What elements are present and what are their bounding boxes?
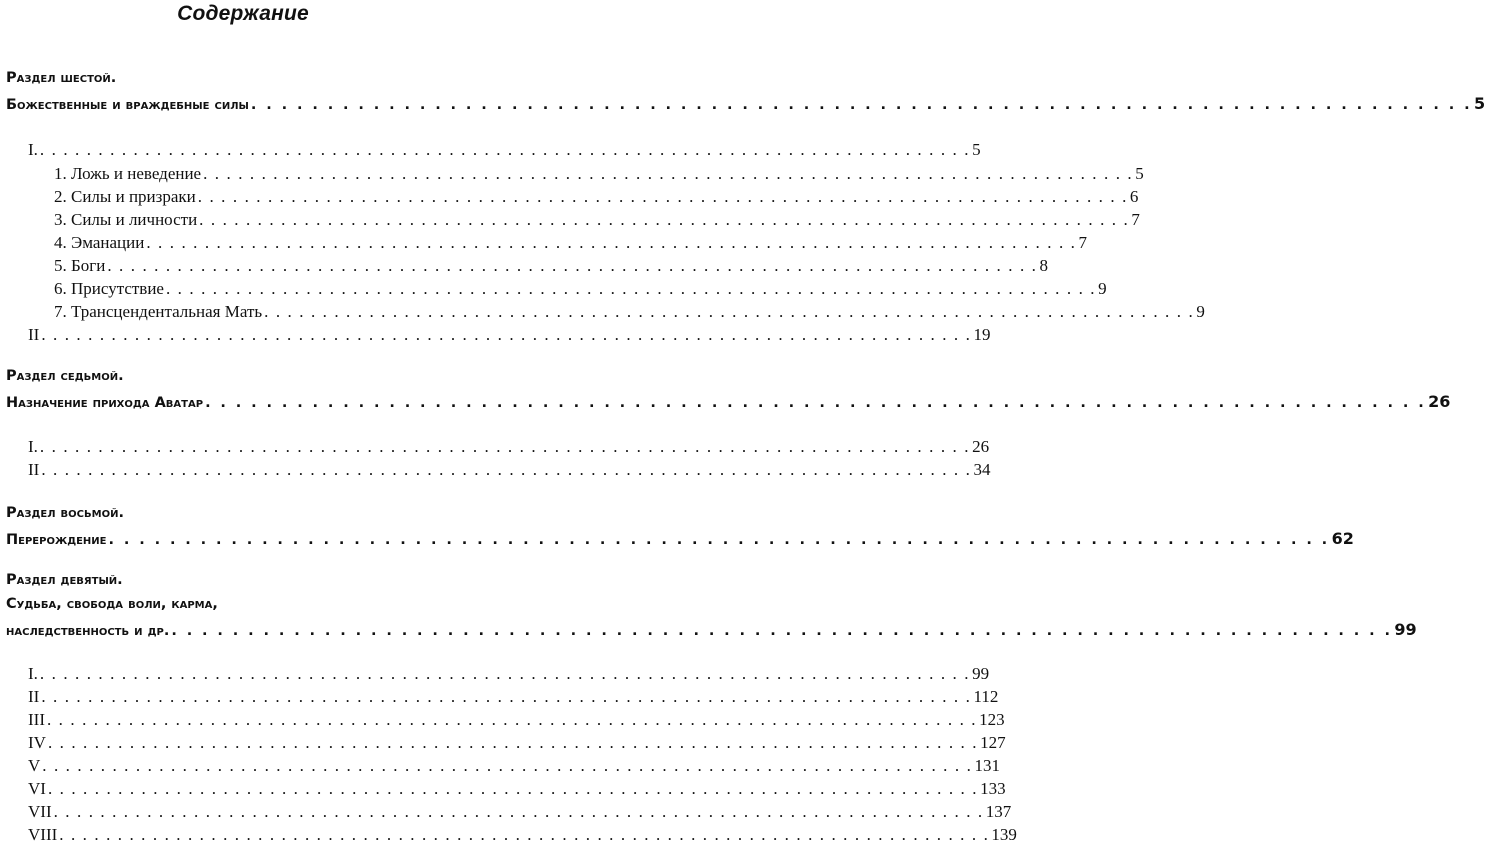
dot-leader: . . . . . . . . . . . . . . . . . . . . . . . . . . . . . . . . . . . . . . . . . . . . . . . . . . . . . . . . . . . . . . . . . . . . . . . . . . . . . . . . [47, 733, 979, 752]
toc-entry-label: 3. Силы и личности [54, 210, 198, 229]
dot-leader: . . . . . . . . . . . . . . . . . . . . . . . . . . . . . . . . . . . . . . . . . . . . . . . . . . . . . . . . . . . . . . . . . . . . . . . . . . . . . . . . [108, 532, 1330, 548]
toc-entry-label: Назначение прихода Аватар [6, 395, 204, 411]
toc-entry-row [28, 733, 1006, 753]
toc-page-number: 9 [1196, 302, 1205, 321]
dot-leader: . . . . . . . . . . . . . . . . . . . . . . . . . . . . . . . . . . . . . . . . . . . . . . . . . . . . . . . . . . . . . . . . . . . . . . . . . . . . . . . . [203, 164, 1134, 183]
dot-leader: . . . . . . . . . . . . . . . . . . . . . . . . . . . . . . . . . . . . . . . . . . . . . . . . . . . . . . . . . . . . . . . . . . . . . . . . . . . . . . . . [146, 233, 1077, 252]
toc-page-number: 139 [991, 825, 1017, 844]
toc-page-number: 112 [973, 687, 999, 706]
toc-page-number: 133 [980, 779, 1006, 798]
toc-entry-label: 4. Эманации [54, 233, 145, 252]
toc-page-number: 127 [980, 733, 1006, 752]
section-heading: Раздел шестой. [6, 70, 117, 86]
toc-entry-row [54, 187, 1139, 207]
toc-page-number: 26 [1428, 392, 1451, 411]
toc-entry-label: I. [28, 664, 38, 683]
toc-entry-label: I. [28, 437, 38, 456]
dot-leader: . . . . . . . . . . . . . . . . . . . . . . . . . . . . . . . . . . . . . . . . . . . . . . . . . . . . . . . . . . . . . . . . . . . . . . . . . . . . . . . . [59, 825, 990, 844]
toc-entry-label: IV [28, 733, 46, 752]
toc-entry-row [54, 302, 1205, 322]
toc-entry-row [54, 279, 1107, 299]
dot-leader: . . . . . . . . . . . . . . . . . . . . . . . . . . . . . . . . . . . . . . . . . . . . . . . . . . . . . . . . . . . . . . . . . . . . . . . . . . . . . . . . [199, 210, 1130, 229]
toc-entry-label: II [28, 687, 40, 706]
page-title: Содержание [177, 2, 309, 25]
toc-entry-row [28, 802, 1012, 822]
toc-entry-label: Божественные и враждебные силы [6, 97, 249, 113]
toc-entry-row [28, 664, 990, 684]
dot-leader: . . . . . . . . . . . . . . . . . . . . . . . . . . . . . . . . . . . . . . . . . . . . . . . . . . . . . . . . . . . . . . . . . . . . . . . . . . . . . . . . [107, 256, 1038, 275]
toc-page-number: 19 [973, 325, 991, 344]
toc-page-number: 9 [1098, 279, 1107, 298]
toc-page-number: 34 [973, 460, 991, 479]
toc-page-number: 62 [1331, 529, 1354, 548]
toc-page-number: 99 [1394, 620, 1417, 639]
toc-entry-label: VI [28, 779, 46, 798]
toc-entry-row [28, 460, 991, 480]
toc-page-number: 131 [974, 756, 1000, 775]
dot-leader: . . . . . . . . . . . . . . . . . . . . . . . . . . . . . . . . . . . . . . . . . . . . . . . . . . . . . . . . . . . . . . . . . . . . . . . . . . . . . . . . [41, 687, 972, 706]
toc-entry-row [28, 687, 999, 707]
toc-entry-label: VIII [28, 825, 58, 844]
toc-entry-row [54, 256, 1048, 276]
toc-entry-label: II [28, 460, 40, 479]
dot-leader: . . . . . . . . . . . . . . . . . . . . . . . . . . . . . . . . . . . . . . . . . . . . . . . . . . . . . . . . . . . . . . . . . . . . . . . . . . . . . . . . [39, 140, 971, 159]
toc-page-number: 7 [1078, 233, 1088, 252]
section-heading: Раздел девятый. [6, 572, 123, 588]
toc-entry-row [28, 779, 1006, 799]
toc-page-number: 5 [1135, 164, 1144, 183]
toc-page-number: 5 [972, 140, 981, 159]
toc-entry-row [54, 233, 1088, 253]
dot-leader: . . . . . . . . . . . . . . . . . . . . . . . . . . . . . . . . . . . . . . . . . . . . . . . . . . . . . . . . . . . . . . . . . . . . . . . . . . . . . . . . [46, 710, 978, 729]
section-title-line: Судьба, свобода воли, карма, [6, 596, 218, 612]
toc-page-number: 6 [1129, 187, 1139, 206]
toc-page-number: 5 [1474, 94, 1485, 113]
dot-leader: . . . . . . . . . . . . . . . . . . . . . . . . . . . . . . . . . . . . . . . . . . . . . . . . . . . . . . . . . . . . . . . . . . . . . . . . . . . . . . . . [41, 460, 972, 479]
dot-leader: . . . . . . . . . . . . . . . . . . . . . . . . . . . . . . . . . . . . . . . . . . . . . . . . . . . . . . . . . . . . . . . . . . . . . . . . . . . . . . . . [47, 779, 979, 798]
toc-entry-row [28, 437, 990, 457]
section-title-row [6, 392, 1451, 411]
toc-entry-label: 2. Силы и призраки [54, 187, 196, 206]
toc-entry-label: II [28, 325, 40, 344]
toc-entry-row [54, 164, 1144, 184]
section-title-row [6, 94, 1485, 113]
section-heading: Раздел седьмой. [6, 368, 124, 384]
dot-leader: . . . . . . . . . . . . . . . . . . . . . . . . . . . . . . . . . . . . . . . . . . . . . . . . . . . . . . . . . . . . . . . . . . . . . . . . . . . . . . . . [205, 395, 1427, 411]
section-title-row [6, 620, 1417, 639]
toc-entry-label: III [28, 710, 45, 729]
toc-entry-label: 6. Присутствие [54, 279, 164, 298]
toc-entry-row [28, 756, 1000, 776]
dot-leader: . . . . . . . . . . . . . . . . . . . . . . . . . . . . . . . . . . . . . . . . . . . . . . . . . . . . . . . . . . . . . . . . . . . . . . . . . . . . . . . . [39, 437, 971, 456]
toc-page-number: 123 [979, 710, 1005, 729]
toc-page-number: 7 [1131, 210, 1140, 229]
toc-page-number: 26 [972, 437, 990, 456]
toc-entry-label: 1. Ложь и неведение [54, 164, 202, 183]
toc-entry-label: 5. Боги [54, 256, 106, 275]
toc-entry-label: наследственность и др. [6, 623, 170, 639]
dot-leader: . . . . . . . . . . . . . . . . . . . . . . . . . . . . . . . . . . . . . . . . . . . . . . . . . . . . . . . . . . . . . . . . . . . . . . . . . . . . . . . . [39, 664, 971, 683]
toc-entry-row [28, 825, 1017, 845]
dot-leader: . . . . . . . . . . . . . . . . . . . . . . . . . . . . . . . . . . . . . . . . . . . . . . . . . . . . . . . . . . . . . . . . . . . . . . . . . . . . . . . . [41, 325, 972, 344]
dot-leader: . . . . . . . . . . . . . . . . . . . . . . . . . . . . . . . . . . . . . . . . . . . . . . . . . . . . . . . . . . . . . . . . . . . . . . . . . . . . . . . . [171, 623, 1393, 639]
section-title-row [6, 529, 1354, 548]
toc-entry-label: I. [28, 140, 38, 159]
dot-leader: . . . . . . . . . . . . . . . . . . . . . . . . . . . . . . . . . . . . . . . . . . . . . . . . . . . . . . . . . . . . . . . . . . . . . . . . . . . . . . . . [165, 279, 1097, 298]
toc-page-number: 137 [985, 802, 1012, 821]
toc-entry-row [54, 210, 1140, 230]
dot-leader: . . . . . . . . . . . . . . . . . . . . . . . . . . . . . . . . . . . . . . . . . . . . . . . . . . . . . . . . . . . . . . . . . . . . . . . . . . . . . . . . [42, 756, 973, 775]
toc-entry-label: Перерождение [6, 532, 107, 548]
toc-entry-label: V [28, 756, 41, 775]
toc-page-number: 8 [1039, 256, 1048, 275]
toc-entry-row [28, 325, 991, 345]
toc-entry-row [28, 140, 981, 160]
dot-leader: . . . . . . . . . . . . . . . . . . . . . . . . . . . . . . . . . . . . . . . . . . . . . . . . . . . . . . . . . . . . . . . . . . . . . . . . . . . . . . . . [197, 187, 1128, 206]
toc-entry-label: VII [28, 802, 52, 821]
section-heading: Раздел восьмой. [6, 505, 124, 521]
toc-entry-row [28, 710, 1005, 730]
toc-page-number: 99 [972, 664, 990, 683]
dot-leader: . . . . . . . . . . . . . . . . . . . . . . . . . . . . . . . . . . . . . . . . . . . . . . . . . . . . . . . . . . . . . . . . . . . . . . . . . . . . . . . . [250, 97, 1472, 113]
dot-leader: . . . . . . . . . . . . . . . . . . . . . . . . . . . . . . . . . . . . . . . . . . . . . . . . . . . . . . . . . . . . . . . . . . . . . . . . . . . . . . . . [53, 802, 984, 821]
dot-leader: . . . . . . . . . . . . . . . . . . . . . . . . . . . . . . . . . . . . . . . . . . . . . . . . . . . . . . . . . . . . . . . . . . . . . . . . . . . . . . . . [264, 302, 1195, 321]
toc-entry-label: 7. Трансцендентальная Мать [54, 302, 263, 321]
